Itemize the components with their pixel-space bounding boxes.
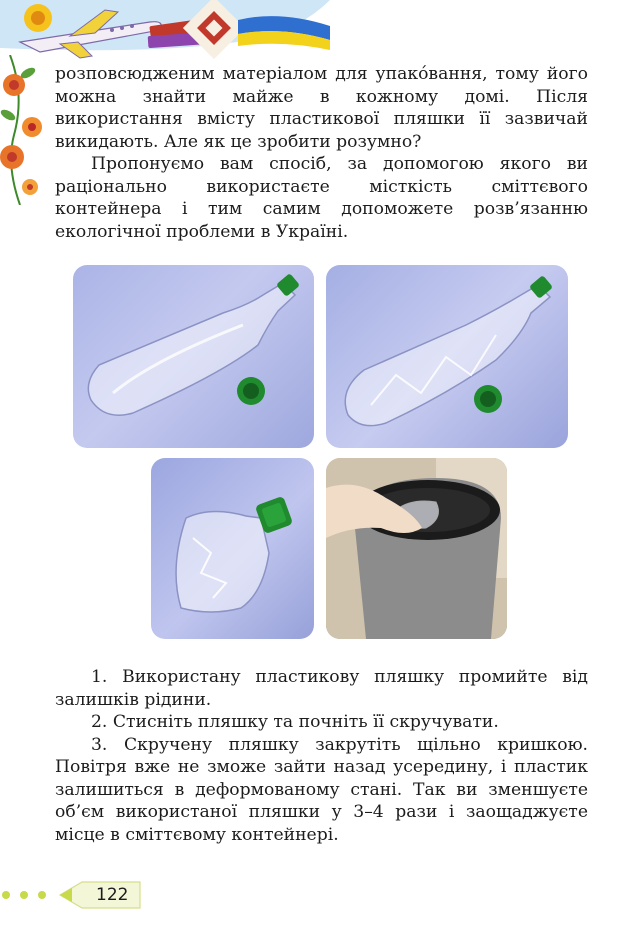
footer-dot: [20, 891, 28, 899]
sun-icon: [24, 4, 52, 32]
step-3: 3. Скручену пляшку закрутіть щільно кришкою. Повітря вже не зможе зайти назад усередину, і пластик залишиться в деформованому стані. Так ви зменшуєте об’єм використаної пляшки у 3–4 рази і заощаджуєте місце в сміттєвому контейнері.: [55, 734, 588, 845]
method-paragraph: Пропонуємо вам спосіб, за допомогою якого ви раціонально використаєте місткість сміттєвого контейнера і тим самим допоможете розв’язанню екологічної проблеми в Україні.: [55, 154, 588, 242]
intro-paragraph: розповсюдженим матеріалом для упакóвання, тому його можна знайти майже в кожному домі. Після використання вмісту пластикової пляшки її зазвичай викидають. Але як це зробити розумно?: [55, 64, 588, 152]
footer-decoration: [0, 878, 180, 918]
footer-dot: [38, 891, 46, 899]
header-illustration: [0, 0, 638, 62]
instruction-steps: [55, 666, 588, 846]
floral-ornament: [0, 55, 60, 205]
step-1: 1. Використану пластикову пляшку промийте від залишків рідини.: [55, 667, 588, 710]
photo-squeezed-bottle: [326, 265, 568, 448]
photo-plastic-bottle: [73, 265, 314, 448]
page-number: 122: [96, 885, 129, 905]
photo-trash-bin: [326, 458, 507, 639]
footer-dot: [2, 891, 10, 899]
photo-twisted-bottle: [151, 458, 314, 639]
step-2: 2. Стисніть пляшку та почніть її скручувати.: [91, 712, 499, 732]
